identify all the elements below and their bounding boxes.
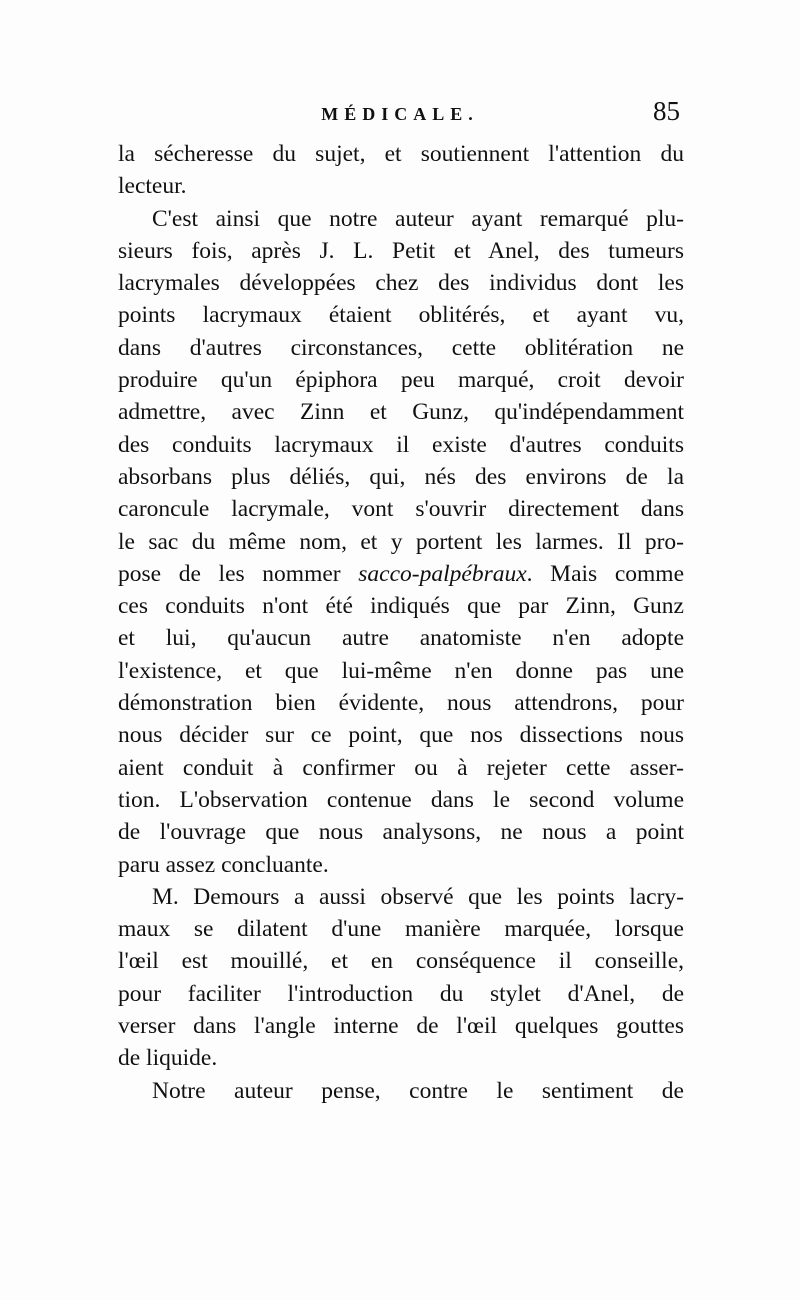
text-line: verser dans l'angle interne de l'œil quelques gouttes [118, 1013, 684, 1040]
text-line: tion. L'observation contenue dans le second volume [118, 786, 684, 813]
text-line: la sécheresse du sujet, et soutiennent l'attention du [118, 141, 684, 167]
text-line: lecteur. [118, 173, 187, 200]
text-line: des conduits lacrymaux il existe d'autres conduits [118, 431, 684, 458]
text-line: de l'ouvrage que nous analysons, ne nous a point [118, 819, 684, 846]
text-line: maux se dilatent d'une manière marquée, lorsque [118, 916, 684, 943]
text-line: caroncule lacrymale, vont s'ouvrir directement dans [118, 496, 684, 523]
paragraph-start-line: M. Demours a aussi observé que les points lacry- [152, 883, 684, 910]
body-text [118, 138, 684, 1107]
text-line: nous décider sur ce point, que nos dissections nous [118, 722, 684, 749]
text-line: le sac du même nom, et y portent les larmes. Il pro- [118, 528, 684, 555]
text-line: points lacrymaux étaient oblitérés, et ayant vu, [118, 302, 684, 329]
text-line: l'œil est mouillé, et en conséquence il conseille, [118, 948, 684, 975]
text-line: et lui, qu'aucun autre anatomiste n'en adopte [118, 625, 684, 652]
italic-term: sacco-palpébraux [358, 560, 527, 587]
text-line: de liquide. [118, 1045, 218, 1072]
paragraph-start-line: C'est ainsi que notre auteur ayant remarqué plu- [152, 205, 684, 232]
text-line: dans d'autres circonstances, cette oblitération ne [118, 334, 684, 361]
text-fragment: pose de les nommer [118, 560, 359, 587]
text-line: produire qu'un épiphora peu marqué, croit devoir [118, 367, 684, 394]
text-line: paru assez concluante. [118, 851, 329, 878]
text-fragment: . Mais comme [526, 560, 684, 587]
text-line: sieurs fois, après J. L. Petit et Anel, des tumeurs [118, 237, 684, 264]
text-line: pour faciliter l'introduction du stylet d'Anel, de [118, 980, 684, 1007]
paragraph-start-line: Notre auteur pense, contre le sentiment de [152, 1077, 684, 1104]
text-line-with-italic [118, 558, 684, 590]
text-line: admettre, avec Zinn et Gunz, qu'indépendamment [118, 399, 684, 426]
text-line: lacrymales développées chez des individus dont les [118, 270, 684, 297]
text-line: absorbans plus déliés, qui, nés des environs de la [118, 463, 684, 490]
text-line: ces conduits n'ont été indiqués que par Zinn, Gunz [118, 593, 684, 620]
text-line: démonstration bien évidente, nous attendrons, pour [118, 690, 684, 717]
running-head [120, 96, 680, 136]
text-line: aient conduit à confirmer ou à rejeter cette asser- [118, 754, 684, 781]
running-title: MÉDICALE. [321, 104, 479, 124]
page-number: 85 [653, 96, 680, 126]
text-line: l'existence, et que lui-même n'en donne pas une [118, 657, 684, 684]
